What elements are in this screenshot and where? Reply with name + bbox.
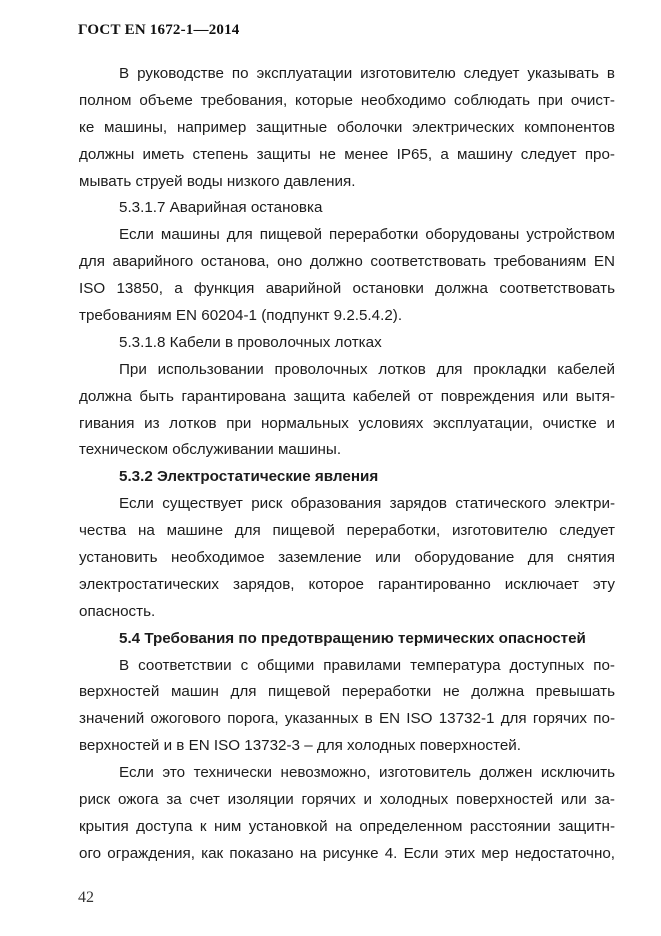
paragraph-line: ISO 13850, а функция аварийной остановки должна соответствовать xyxy=(79,280,615,298)
paragraph-line: для аварийного останова, оно должно соответствовать требованиям EN xyxy=(79,253,615,271)
paragraph-line: Если это технически невозможно, изготовитель должен исключить xyxy=(119,764,615,782)
paragraph-line: Если существует риск образования зарядов статического электри- xyxy=(119,495,615,513)
paragraph-line: чества на машине для пищевой переработки, изготовителю следует xyxy=(79,522,615,540)
paragraph-line: установить необходимое заземление или оборудование для снятия xyxy=(79,549,615,567)
document-header-code: ГОСТ EN 1672-1—2014 xyxy=(78,22,240,38)
paragraph-line: Если машины для пищевой переработки оборудованы устройством xyxy=(119,226,615,244)
paragraph-line: должна быть гарантирована защита кабелей от повреждения или вытя- xyxy=(79,387,615,405)
page-number: 42 xyxy=(78,889,94,906)
document-body xyxy=(79,61,615,868)
paragraph-line: мывать струей воды низкого давления. xyxy=(79,172,356,190)
section-heading-bold: 5.3.2 Электростатические явления xyxy=(119,468,379,486)
section-heading-bold: 5.4 Требования по предотвращению термических опасностей xyxy=(119,629,586,647)
paragraph-line: электростатических зарядов, которое гарантированно исключает эту xyxy=(79,575,615,593)
paragraph-line: требованиям EN 60204-1 (подпункт 9.2.5.4.2). xyxy=(79,307,403,325)
paragraph-line: полном объеме требования, которые необходимо соблюдать при очист- xyxy=(79,91,615,109)
paragraph-line: ке машины, например защитные оболочки электрических компонентов xyxy=(79,118,615,136)
paragraph-line: должны иметь степень защиты не менее IP65, а машину следует про- xyxy=(79,145,615,163)
paragraph-line: крытия доступа к ним установкой на определенном расстоянии защитн- xyxy=(79,817,615,835)
paragraph-line: В руководстве по эксплуатации изготовителю следует указывать в xyxy=(119,65,615,82)
paragraph-line: гивания из лотков при нормальных условиях эксплуатации, очистке и xyxy=(79,414,615,432)
paragraph-line: верхностей и в EN ISO 13732-3 – для холодных поверхностей. xyxy=(79,737,521,755)
paragraph-line: опасность. xyxy=(79,602,156,620)
section-heading: 5.3.1.8 Кабели в проволочных лотках xyxy=(119,333,382,351)
paragraph-line: ого ограждения, как показано на рисунке 4. Если этих мер недостаточно, xyxy=(79,844,615,862)
paragraph-line: значений ожогового порога, указанных в EN ISO 13732-1 для горячих по- xyxy=(79,710,615,728)
paragraph-line: риск ожога за счет изоляции горячих и холодных поверхностей или за- xyxy=(79,791,615,809)
paragraph-line: При использовании проволочных лотков для прокладки кабелей xyxy=(119,360,615,378)
paragraph-line: техническом обслуживании машины. xyxy=(79,441,342,459)
section-heading: 5.3.1.7 Аварийная остановка xyxy=(119,199,323,217)
paragraph-line: В соответствии с общими правилами температура доступных по- xyxy=(119,656,615,674)
paragraph-line: верхностей машин для пищевой переработки не должна превышать xyxy=(79,683,615,701)
